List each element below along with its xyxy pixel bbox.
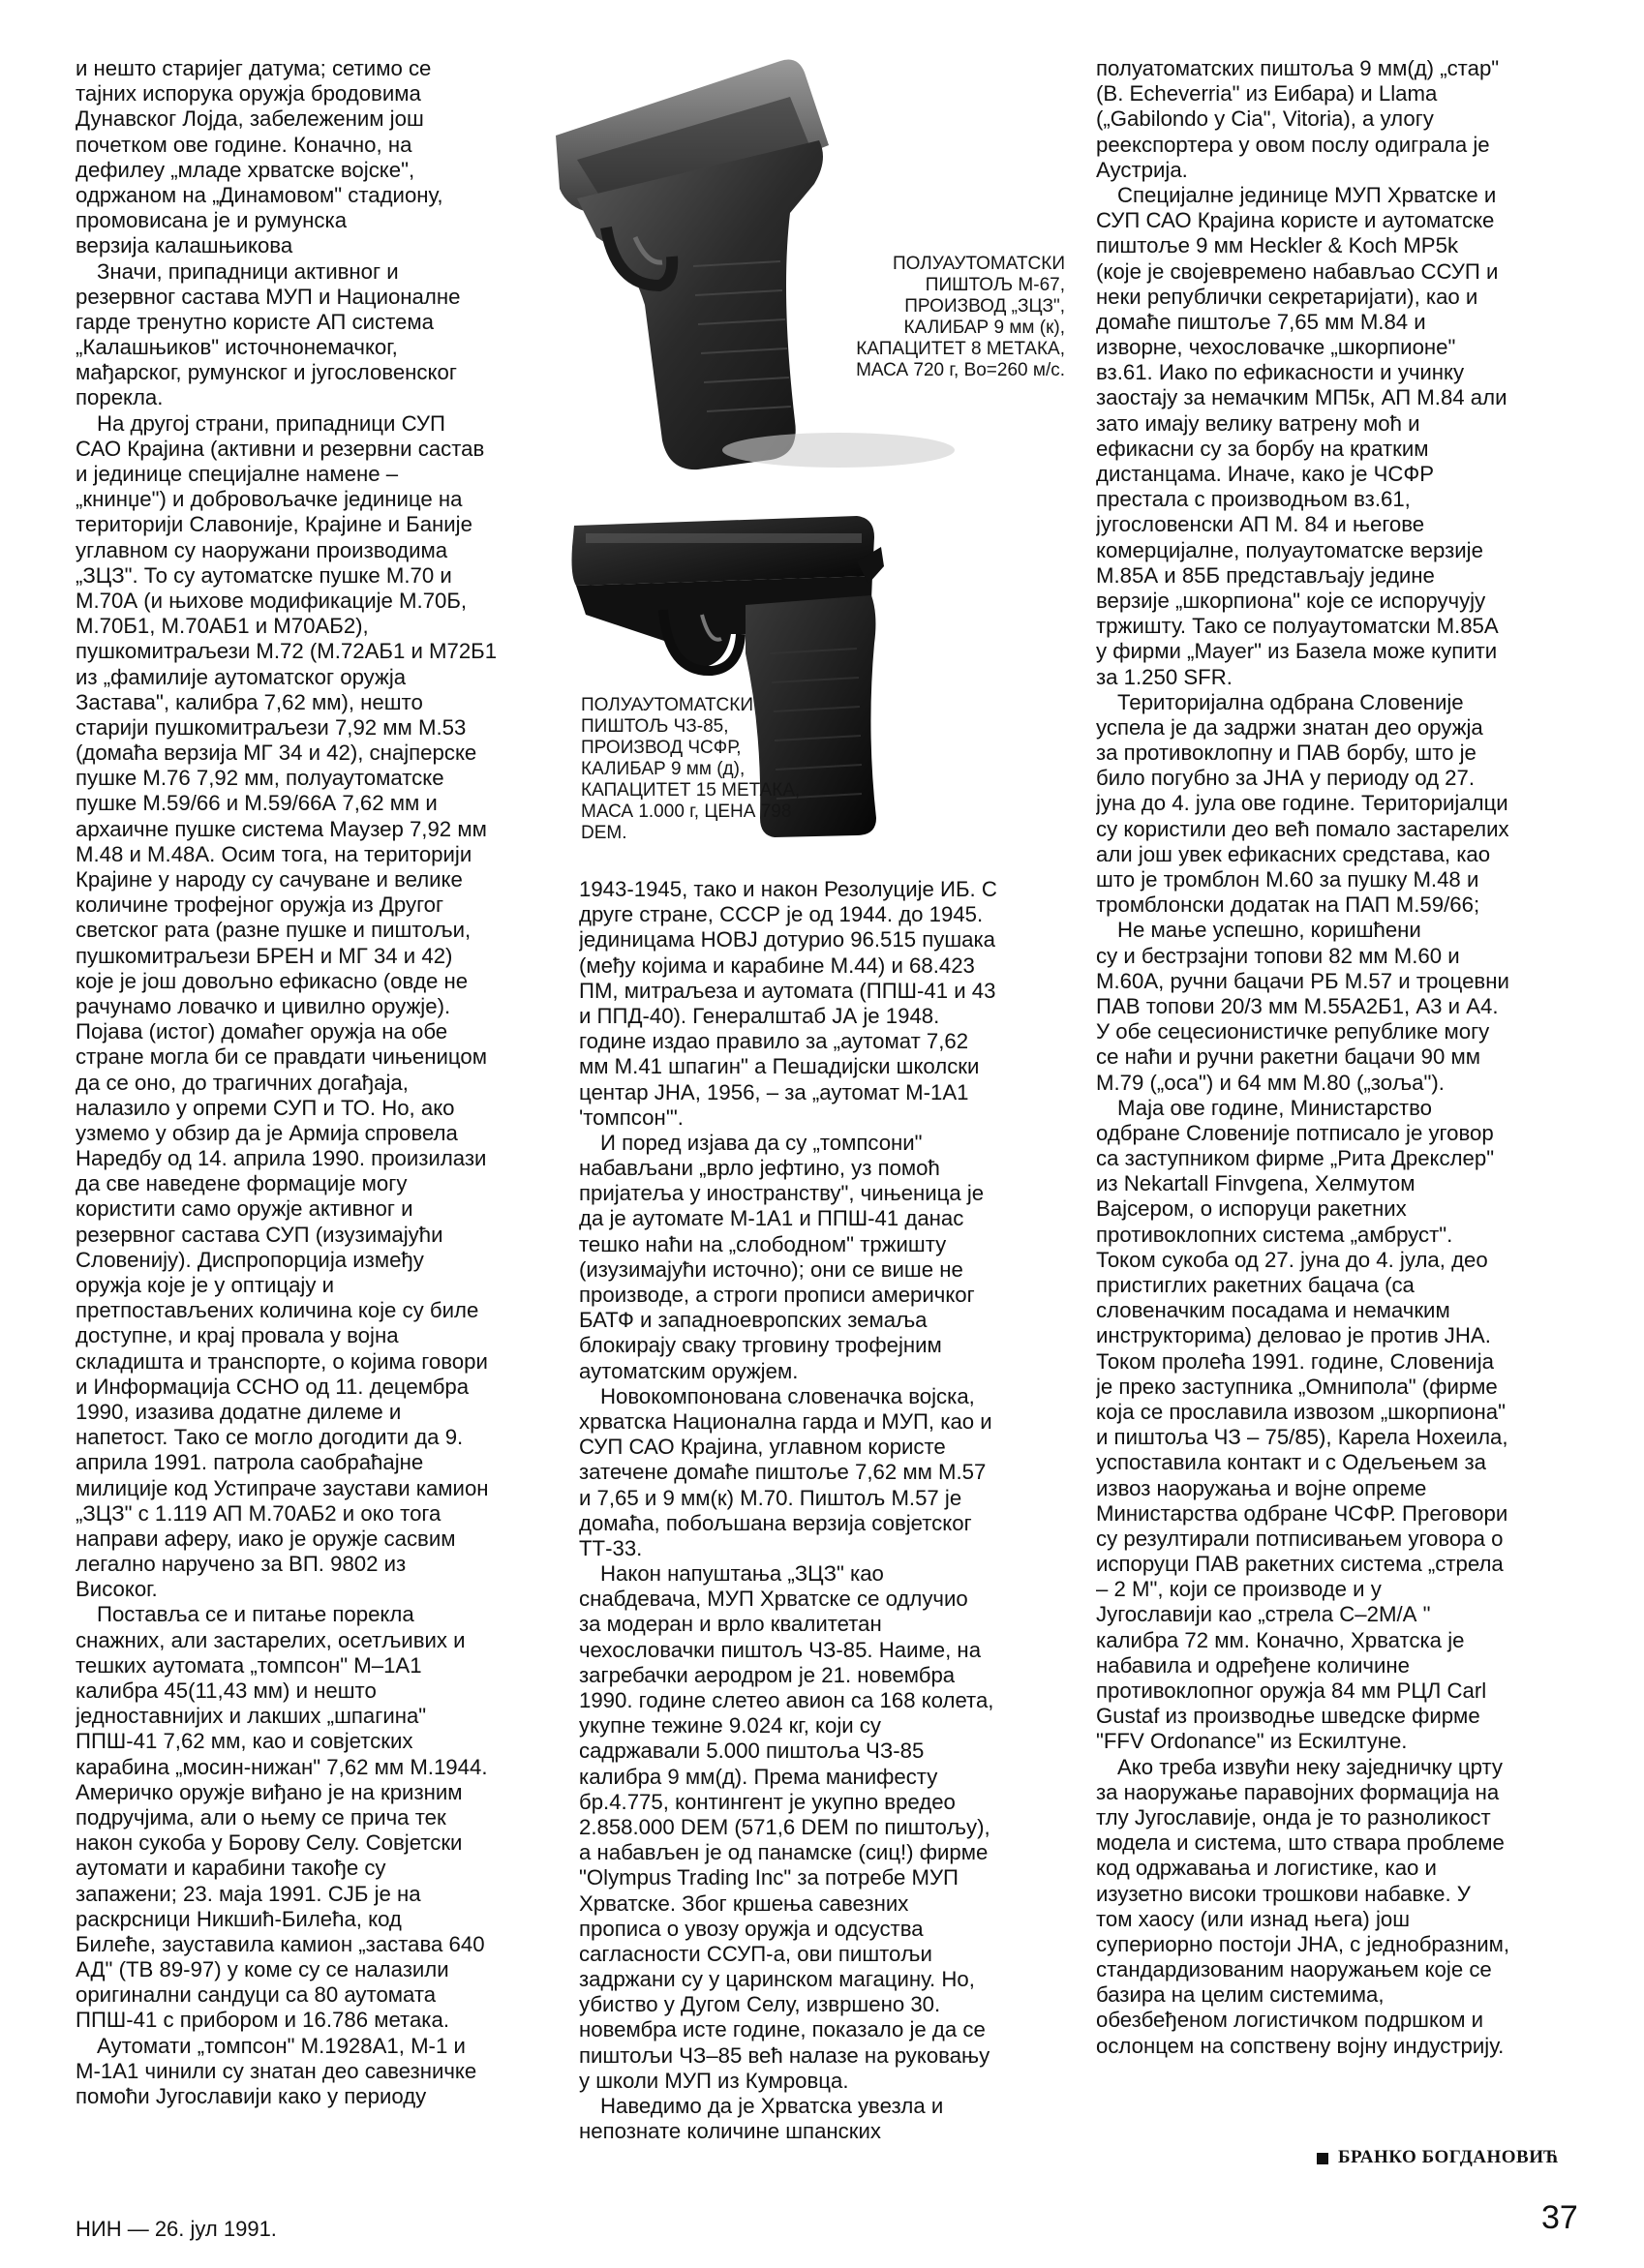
text-line: јединицама НОВЈ дотурио 96.515 пушака (579, 927, 996, 953)
text-line: „ЗЦЗ" с 1.119 АП М.70АБ2 и око тога (76, 1500, 441, 1526)
text-line: што је тромблон М.60 за пушку М.48 и (1096, 867, 1479, 892)
text-line: загребачки аеродром је 21. новембра (579, 1662, 956, 1687)
text-line: и пиштоља ЧЗ – 75/85), Карела Нохеила, (1096, 1425, 1508, 1450)
text-line: пушкомитраљези М.72 (М.72АБ1 и М72Б1 (76, 639, 498, 664)
text-line: Појава (истог) домаћег оружја на обе (76, 1019, 448, 1044)
caption-line: КАПАЦИТЕТ 15 МЕТАКА, (581, 780, 801, 801)
text-line: "Olympus Trading Inc" за потребе МУП (579, 1865, 959, 1890)
text-line: инструкторима) деловао је против ЈНА. (1096, 1323, 1491, 1348)
text-line: М.70А (и њихове модификације М.70Б, (76, 588, 468, 613)
text-line: ПМ, митраљеза и аутомата (ППШ-41 и 43 (579, 978, 996, 1003)
text-line: калибра 45(11,43 мм) и нешто (76, 1678, 377, 1703)
text-line: пушке М.76 7,92 мм, полуаутоматске (76, 766, 444, 791)
text-line: ефикасни су за борбу на кратким (1096, 436, 1429, 461)
text-line: тлу Југославије, онда је то разноликост (1096, 1804, 1491, 1830)
text-line: Територијална одбрана Словеније (1117, 689, 1464, 714)
text-line: године издао правило за „аутомат 7,62 (579, 1029, 969, 1054)
text-line: непознате количине шпанских (579, 2119, 881, 2144)
text-line: извоз наоружања и војне опреме (1096, 1475, 1427, 1500)
text-line: 2.858.000 DEM (571,6 DEM по пиштољу), (579, 1814, 990, 1839)
text-line: пристиглих ракетних бацача (са (1096, 1273, 1415, 1297)
text-line: Аутомати „томпсон" М.1928А1, М-1 и (97, 2033, 466, 2058)
text-line: да се оно, до трагичних догађаја, (76, 1070, 409, 1095)
caption-line: ПРОИЗВОД „ЗЦЗ", (904, 296, 1065, 317)
text-line: карабина „мосин-нижан" 7,62 мм М.1944. (76, 1754, 488, 1779)
text-line: аутоматским оружјем. (579, 1358, 799, 1383)
text-line: Високог. (76, 1577, 158, 1602)
text-line: да је аутомате М-1А1 и ППШ-41 данас (579, 1206, 964, 1231)
text-line: Билеће, зауставила камион „застава 640 (76, 1931, 485, 1956)
text-line: („Gabilondo y Cia", Vitoria), а улогу (1096, 106, 1434, 132)
text-line: априла 1991. патрола саобраћајне (76, 1450, 424, 1475)
text-line: снабдевача, МУП Хрватске се одлучио (579, 1587, 968, 1612)
text-line: подручјима, али о њему се прича тек (76, 1804, 446, 1830)
text-line: производе, а строги прописи америчког (579, 1283, 975, 1307)
text-line: изузетно високи трошкови набавке. У (1096, 1881, 1471, 1906)
text-line: заостају за немачким МП5к, АП М.84 али (1096, 385, 1507, 410)
text-line: тешко наћи на „слободном" тржишту (579, 1231, 947, 1256)
text-line: зато имају велику ватрену моћ и (1096, 410, 1420, 436)
text-line: Gustaf из производње шведске фирме (1096, 1704, 1480, 1729)
text-line: али још увек ефикасних средстава, као (1096, 841, 1491, 866)
text-line: садржавали 5.000 пиштоља ЧЗ-85 (579, 1739, 925, 1764)
caption-line: DEM. (581, 823, 627, 843)
text-line: На другој страни, припадници СУП (97, 410, 445, 436)
text-line: мађарског, румунског и југословенског (76, 360, 457, 385)
text-line: направи аферу, иако је оружје сасвим (76, 1526, 456, 1551)
text-line: супериорно постоји ЈНА, с једнобразним, (1096, 1931, 1510, 1956)
text-line: тешких аутомата „томпсон" М–1А1 (76, 1652, 422, 1678)
text-line: чехословачки пиштољ ЧЗ-85. Наиме, на (579, 1637, 982, 1662)
text-line: из Nekartall Finvgena, Хелмутом (1096, 1171, 1416, 1196)
text-line: узмемо у обзир да је Армија спровела (76, 1120, 458, 1145)
text-line: Маја ове године, Министарство (1117, 1095, 1432, 1120)
caption-line: КАЛИБАР 9 мм (д), (581, 759, 746, 779)
magazine-footer: НИН — 26. јул 1991. (76, 2217, 277, 2241)
text-line: углавном су наоружани производима (76, 537, 448, 562)
text-line: промовисана је и румунска (76, 208, 348, 233)
text-line: том хаосу (или изнад њега) још (1096, 1906, 1411, 1931)
text-line: ПАВ топови 20/3 мм М.55А2Б1, А3 и А4. (1096, 993, 1499, 1018)
text-line: противоклопног оружја 84 мм РЦЛ Carl (1096, 1678, 1487, 1703)
article-column-3 (1096, 56, 1599, 2059)
text-line: Новокомпонована словеначка војска, (600, 1383, 975, 1408)
text-line: "FFV Ordonance" из Ескилтуне. (1096, 1729, 1408, 1754)
text-line: калибра 9 мм(д). Према манифесту (579, 1764, 938, 1789)
text-line: у фирми „Mayer" из Базела може купити (1096, 639, 1498, 664)
text-line: помоћи Југославији како у периоду (76, 2084, 427, 2108)
text-line: користити само оружје активног и (76, 1196, 413, 1222)
text-line: престала с производњом вз.61, (1096, 487, 1411, 512)
text-line: и 7,65 и 9 мм(к) М.70. Пиштољ М.57 је (579, 1485, 962, 1510)
text-line: светског рата (разне пушке и пиштољи, (76, 918, 472, 943)
text-line: Застава", калибра 7,62 мм), нешто (76, 689, 423, 714)
text-line: доступне, и крај провала у војна (76, 1323, 399, 1348)
text-line: су користили део већ помало застарелих (1096, 816, 1509, 841)
text-line: М-1А1 чинили су знатан део савезничке (76, 2058, 477, 2083)
text-line: пушке М.59/66 и М.59/66А 7,62 мм и (76, 791, 438, 816)
text-line: Ако треба извући неку заједничку црту (1117, 1754, 1503, 1779)
caption-line: МАСА 1.000 г, ЦЕНА 798 (581, 801, 792, 822)
text-line: код одржавања и логистике, као и (1096, 1856, 1437, 1881)
text-line: затечене домаће пиштоље 7,62 мм М.57 (579, 1460, 987, 1485)
text-line: реекспортера у овом послу одиграла је (1096, 132, 1490, 157)
text-line: одбране Словеније потписало је уговор (1096, 1120, 1494, 1145)
text-line: почетком ове године. Коначно, на (76, 132, 412, 157)
text-line: успела је да задржи знатан део оружја (1096, 714, 1483, 740)
text-line: југословенски АП М. 84 и његове (1096, 512, 1425, 537)
text-line: верзије „шкорпиона" које се испоручују (1096, 588, 1486, 613)
text-line: М.48 и М.48А. Осим тога, на територији (76, 841, 472, 866)
text-line: прописа о увозу оружја и одсуства (579, 1916, 924, 1941)
text-line: оригинални сандуци са 80 аутомата (76, 1982, 437, 2008)
text-line: стране могла би се правдати чињеницом (76, 1044, 487, 1070)
text-line: калибра 72 мм. Коначно, Хрватска је (1096, 1627, 1465, 1652)
author-name: БРАНКО БОГДАНОВИЋ (1338, 2147, 1560, 2167)
text-line: резервног састава СУП (изузимајући (76, 1222, 443, 1247)
text-line: а набављен је од панамске (сиц!) фирме (579, 1840, 989, 1865)
text-line: оружја које је у оптицају и (76, 1273, 335, 1297)
text-line: архаичне пушке система Маузер 7,92 мм (76, 816, 487, 841)
text-line: тромблонски додатак на ПАП М.59/66; (1096, 892, 1480, 918)
text-line: је преко заступника „Омнипола" (фирме (1096, 1374, 1498, 1399)
text-line: након сукоба у Борову Селу. Совјетски (76, 1830, 463, 1856)
text-line: М.70Б1, М.70АБ1 и М70АБ2), (76, 614, 369, 639)
text-line: задржани су у царинском магацину. Но, (579, 1967, 975, 1992)
text-line: хрватска Национална гарда и МУП, као и (579, 1408, 992, 1434)
text-line: гарде тренутно користе АП система (76, 309, 434, 334)
text-line: полуатоматских пиштоља 9 мм(д) „стар" (1096, 56, 1500, 80)
text-line: неки републички секретаријати), као и (1096, 284, 1478, 309)
text-line: М.85А и 85Б представљају једине (1096, 562, 1435, 588)
text-line: раскрсници Никшић-Билећа, код (76, 1906, 402, 1931)
text-line: Наредбу од 14. априла 1990. произилази (76, 1146, 487, 1171)
text-line: пиштољи ЧЗ–85 већ налазе на руковању (579, 2042, 990, 2068)
text-line: ТТ-33. (579, 1535, 643, 1560)
caption-line: ПОЛУАУТОМАТСКИ (581, 695, 753, 715)
text-line: налазило у опреми СУП и ТО. Но, ако (76, 1095, 455, 1120)
text-line: претпостављених количина које су биле (76, 1298, 479, 1323)
text-line: (међу којима и карабине М.44) и 68.423 (579, 953, 975, 978)
text-line: једноставнијих и лакших „шпагина" (76, 1704, 427, 1729)
photo1-caption (775, 254, 1065, 381)
text-line: легално наручено за ВП. 9802 из (76, 1552, 407, 1577)
text-line: АД" (ТВ 89-97) у коме су се налазили (76, 1957, 449, 1982)
text-line: за противоклопну и ПАВ борбу, што је (1096, 741, 1477, 766)
text-line: базира на целим системима, (1096, 1982, 1385, 2008)
text-line: резервног састава МУП и Националне (76, 284, 461, 309)
text-line: и јединице специјалне намене – (76, 462, 399, 486)
text-line: мм М.41 шпагин" а Пешадијски школски (579, 1054, 980, 1079)
text-line: Поставља се и питање порекла (97, 1602, 414, 1627)
text-line: Хрватске. Због кршења савезних (579, 1890, 909, 1916)
text-line: Америчко оружје виђано је на кризним (76, 1779, 463, 1804)
text-line: територији Славоније, Крајине и Баније (76, 512, 472, 537)
text-line: БАТФ и западноевропских земаља (579, 1308, 928, 1333)
text-line: складишта и транспорте, о којима говори (76, 1348, 488, 1374)
text-line: (домаћа верзија МГ 34 и 42), снајперске (76, 741, 477, 766)
text-line: (које је својевремено набављао ССУП и (1096, 258, 1499, 284)
text-line: испоруци ПАВ ракетних система „стрела (1096, 1552, 1504, 1577)
text-line: успоставила контакт и с Одељењем за (1096, 1450, 1486, 1475)
text-line: снажних, али застарелих, осетљивих и (76, 1627, 466, 1652)
caption-line: ПИШТОЉ ЧЗ-85, (581, 716, 729, 737)
text-line: М.79 („оса") и 64 мм М.80 („зоља"). (1096, 1070, 1445, 1095)
text-line: обезбеђеном логистичком подршком и (1096, 2008, 1484, 2033)
text-line: Крајине у народу су сачуване и велике (76, 867, 463, 892)
text-line: пушкомитраљези БРЕН и МГ 34 и 42) (76, 943, 453, 968)
text-line: домаће пиштоље 7,65 мм М.84 и (1096, 309, 1426, 334)
text-line: верзија калашњикова (76, 233, 293, 258)
text-line: новембра исте године, показало је да се (579, 2017, 986, 2042)
text-line: дефилеу „младе хрватске војске", (76, 157, 415, 182)
text-line: Специјалне јединице МУП Хрватске и (1117, 182, 1497, 207)
text-line: пријатеља у иностранству", чињеница је (579, 1181, 985, 1206)
text-line: са заступником фирме „Рита Дрекслер" (1096, 1146, 1495, 1171)
text-line: Значи, припадници активног и (97, 258, 399, 284)
text-line: – 2 М", који се производе и у (1096, 1577, 1382, 1602)
text-line: јуна до 4. јула ове године. Територијалци (1096, 791, 1508, 816)
text-line: за модеран и врло квалитетан (579, 1612, 882, 1637)
text-line: „Калашњиков" источнонемачког, (76, 335, 398, 360)
text-line: (изузимајући источно); они се више не (579, 1256, 963, 1282)
text-line: било погубно за ЈНА у периоду од 27. (1096, 766, 1476, 791)
text-line: САО Крајина (активни и резервни састав (76, 436, 485, 461)
text-line: за наоружање паравојних формација на (1096, 1779, 1500, 1804)
text-line: за 1.250 SFR. (1096, 664, 1233, 689)
page-number: 37 (1541, 2199, 1578, 2236)
text-line: Вајсером, о испоруци ракетних (1096, 1196, 1407, 1222)
text-line: и нешто старијег датума; сетимо се (76, 56, 432, 80)
text-line: Наведимо да је Хрватска увезла и (600, 2094, 944, 2118)
text-line: Током сукоба од 27. јуна до 4. јула, део (1096, 1247, 1488, 1272)
text-line: стандардизованим наоружањем које се (1096, 1957, 1492, 1982)
article-column-2 (579, 877, 1044, 2144)
text-line: Дунавског Лојда, забележеним још (76, 106, 424, 132)
text-line: старији пушкомитраљези 7,92 мм М.53 (76, 714, 467, 740)
text-line: комерцијалне, полуаутоматске верзије (1096, 537, 1483, 562)
text-line: домаћа, побољшана верзија совјетског (579, 1510, 972, 1535)
caption-line: ПОЛУАУТОМАТСКИ (893, 254, 1065, 274)
text-line: противоклопних система „амбруст". (1096, 1222, 1453, 1247)
text-line: СУП САО Крајина користе и аутоматске (1096, 208, 1495, 233)
text-line: „книнџе") и добровољачке јединице на (76, 487, 463, 512)
text-line: ослонцем на сопствену војну индустрију. (1096, 2033, 1505, 2058)
text-line: бр.4.775, контингент је укупно вредео (579, 1789, 956, 1814)
text-line: запажени; 23. маја 1991. СЈБ је на (76, 1881, 421, 1906)
article-column-1 (76, 56, 579, 2109)
photo2-caption (581, 695, 862, 844)
text-line: које је још довољно ефикасно (овде не (76, 968, 469, 993)
text-line: М.60А, ручни бацачи РБ М.57 и троцевни (1096, 968, 1509, 993)
text-line: аутомати и карабини такође су (76, 1856, 386, 1881)
text-line: рачунамо ловачко и цивилно оружје). (76, 993, 451, 1018)
caption-line: ПРОИЗВОД ЧСФР, (581, 738, 742, 758)
text-line: центар ЈНА, 1956, – за „аутомат М-1А1 (579, 1079, 969, 1104)
text-line: и Информација ССНО од 11. децембра (76, 1374, 470, 1399)
text-line: Словенију). Диспропорција између (76, 1247, 424, 1272)
text-line: 1943-1945, тако и након Резолуције ИБ. С (579, 877, 997, 901)
text-line: да све наведене формације могу (76, 1171, 408, 1196)
text-line: (B. Echeverria" из Еибара) и Llama (1096, 81, 1438, 106)
text-line: милиције код Устипраче заустави камион (76, 1475, 489, 1500)
text-line: словеначким посадама и немачким (1096, 1298, 1450, 1323)
text-line: напетост. Тако се могло догодити да 9. (76, 1425, 464, 1450)
text-line: друге стране, СССР је од 1944. до 1945. (579, 902, 984, 927)
text-line: су и бестрзајни топови 82 мм М.60 и (1096, 943, 1460, 968)
text-line: модела и система, што ствара проблеме (1096, 1830, 1505, 1856)
text-line: су резултирали потписивањем уговора о (1096, 1526, 1504, 1551)
text-line: из „фамилије аутоматског оружја (76, 664, 407, 689)
text-line: порекла. (76, 385, 164, 410)
caption-line: МАСА 720 г, Во=260 м/с. (856, 360, 1065, 380)
text-line: И поред изјава да су „томпсони" (600, 1130, 923, 1155)
text-line: Не мање успешно, коришћени (1117, 918, 1421, 943)
text-line: сагласности ССУП-а, ови пиштољи (579, 1941, 932, 1966)
text-line: тајних испорука оружја бродовима (76, 81, 421, 106)
caption-line: ПИШТОЉ М-67, (925, 275, 1065, 295)
text-line: изворне, чехословачке „шкорпионе" (1096, 335, 1456, 360)
text-line: 'томпсон'". (579, 1104, 684, 1130)
text-line: ППШ-41 с прибором и 16.786 метака. (76, 2008, 450, 2033)
text-line: Након напуштања „ЗЦЗ" као (600, 1561, 884, 1587)
text-line: количине трофејног оружја из Другог (76, 892, 444, 918)
text-line: тржишту. Тако се полуаутоматски М.85А (1096, 614, 1499, 639)
text-line: Југославији као „стрела С–2М/А " (1096, 1602, 1431, 1627)
text-line: Аустрија. (1096, 157, 1188, 182)
text-line: одржаном на „Динамовом" стадиону, (76, 182, 443, 207)
text-line: набављани „врло јефтино, уз помоћ (579, 1156, 940, 1181)
text-line: дистанцама. Иначе, како је ЧСФР (1096, 462, 1435, 486)
caption-line: КАЛИБАР 9 мм (к), (903, 318, 1065, 338)
text-line: укупне тежине 9.024 кг, који су (579, 1713, 881, 1739)
text-line: и ППД-40). Генералштаб ЈА је 1948. (579, 1003, 940, 1028)
text-line: 1990. године слетео авион са 168 колета, (579, 1688, 994, 1712)
text-line: ППШ-41 7,62 мм, као и совјетских (76, 1729, 413, 1754)
caption-line: КАПАЦИТЕТ 8 МЕТАКА, (856, 339, 1065, 359)
text-line: убиство у Дугом Селу, извршено 30. (579, 1992, 941, 2017)
text-line: 1990, изазива додатне дилеме и (76, 1399, 402, 1424)
text-line: набавила и одређене количине (1096, 1652, 1410, 1678)
text-line: У обе сецесионистичке републике могу (1096, 1019, 1490, 1044)
text-line: пиштоље 9 мм Heckler & Koch MP5k (1096, 233, 1459, 258)
text-line: Током пролећа 1991. године, Словенија (1096, 1348, 1494, 1374)
author-byline (1317, 2147, 1559, 2168)
square-bullet-icon (1317, 2153, 1328, 2164)
text-line: СУП САО Крајина, углавном користе (579, 1435, 946, 1460)
text-line: Министарства одбране ЧСФР. Преговори (1096, 1500, 1508, 1526)
text-line: блокирају сваку трговину трофејним (579, 1333, 942, 1358)
text-line: вз.61. Иако по ефикасности и учинку (1096, 360, 1465, 385)
text-line: која се прославила извозом „шкорпиона" (1096, 1399, 1506, 1424)
text-line: „ЗЦЗ". То су аутоматске пушке М.70 и (76, 562, 452, 588)
text-line: се наћи и ручни ракетни бацачи 90 мм (1096, 1044, 1480, 1070)
text-line: у школи МУП из Кумровца. (579, 2068, 849, 2093)
